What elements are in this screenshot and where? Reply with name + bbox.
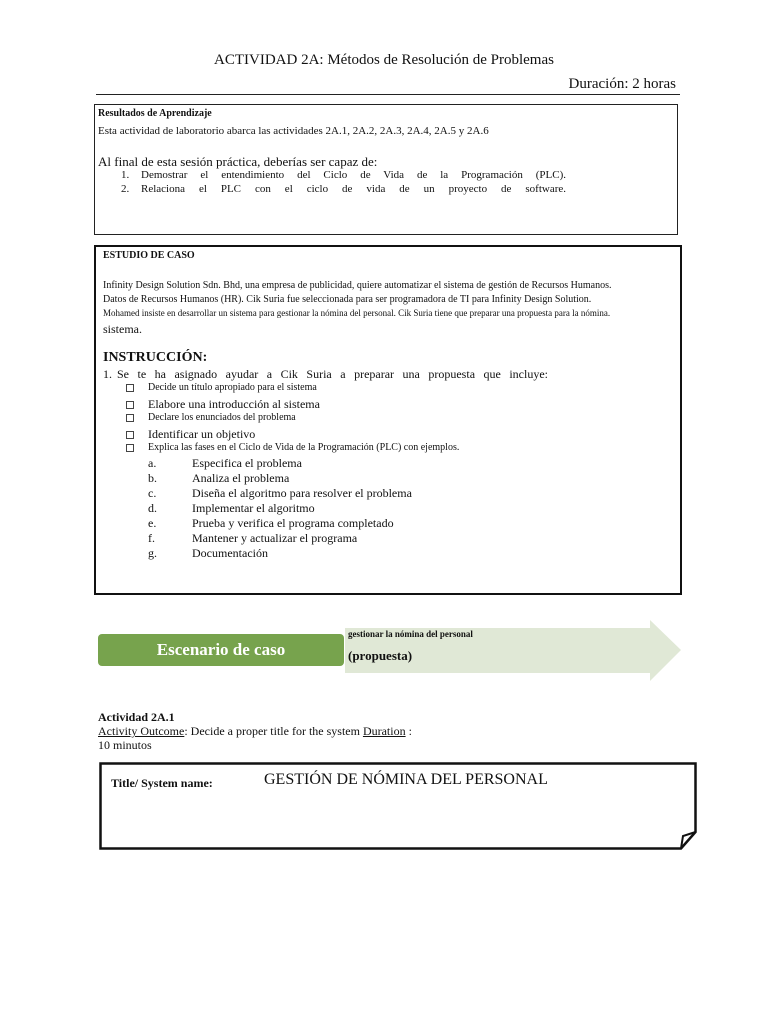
phase-item xyxy=(148,471,289,486)
phase-text: Especifica el problema xyxy=(192,456,302,470)
phase-item xyxy=(148,456,302,471)
scenario-arrow-line2: (propuesta) xyxy=(348,648,413,663)
checkbox-icon xyxy=(126,431,134,439)
activity-outcome-line xyxy=(98,724,412,739)
case-study-heading: ESTUDIO DE CASO xyxy=(103,250,195,261)
phase-text: Documentación xyxy=(192,546,268,560)
duration-text: Duración: 2 horas xyxy=(568,76,676,92)
activity-outcome-label: Activity Outcome xyxy=(98,724,185,738)
list-item xyxy=(121,168,566,182)
phase-text: Analiza el problema xyxy=(192,471,290,485)
phase-letter: d. xyxy=(148,501,157,515)
phase-text: Mantener y actualizar el programa xyxy=(192,531,358,545)
phase-item xyxy=(148,516,394,531)
bullet-text: Explica las fases en el Ciclo de Vida de la Programación (PLC) con ejemplos. xyxy=(148,442,460,453)
bullet-item xyxy=(126,397,320,412)
bullet-text: Declare los enunciados del problema xyxy=(148,412,296,423)
checkbox-icon xyxy=(126,384,134,392)
system-title-label: Title/ System name: xyxy=(111,776,213,790)
list-item xyxy=(121,182,566,196)
learning-outcomes-list xyxy=(121,168,566,196)
system-title-value: GESTIÓN DE NÓMINA DEL PERSONAL xyxy=(264,771,548,788)
case-study-line: Datos de Recursos Humanos (HR). Cik Suria fue seleccionada para ser programadora de TI para Infinity Design Solution. xyxy=(103,294,592,305)
bullet-item xyxy=(126,382,317,393)
list-item-number: 2. xyxy=(121,183,130,195)
checkbox-icon xyxy=(126,401,134,409)
scenario-button[interactable]: Escenario de caso xyxy=(98,634,344,666)
activity-title: Actividad 2A.1 xyxy=(98,710,175,724)
scenario-arrow-line1: gestionar la nómina del personal xyxy=(348,629,473,639)
list-item-number: 1. xyxy=(121,169,130,181)
phase-item xyxy=(148,531,357,546)
bullet-text: Elabore una introducción al sistema xyxy=(148,397,320,411)
question-number: 1. xyxy=(103,367,112,381)
phase-item xyxy=(148,501,315,516)
case-study-line: sistema. xyxy=(103,322,142,336)
phase-letter: b. xyxy=(148,471,157,485)
instruction-heading: INSTRUCCIÓN: xyxy=(103,350,208,365)
phase-text: Diseña el algoritmo para resolver el problema xyxy=(192,486,412,500)
activity-duration-value: 10 minutos xyxy=(98,738,152,752)
learning-outcomes-box xyxy=(94,104,678,235)
header-divider xyxy=(96,94,680,95)
list-item-text: Relaciona el PLC con el ciclo de vida de un proyecto de software. xyxy=(141,183,566,195)
phase-letter: c. xyxy=(148,486,157,500)
activity-duration-sep: : xyxy=(405,724,412,738)
phase-letter: e. xyxy=(148,516,157,530)
phase-letter: f. xyxy=(148,531,155,545)
bullet-text: Identificar un objetivo xyxy=(148,427,256,441)
learning-outcomes-intro: Esta actividad de laboratorio abarca las actividades 2A.1, 2A.2, 2A.3, 2A.4, 2A.5 y 2A.6 xyxy=(98,125,489,137)
phase-item xyxy=(148,546,268,561)
phase-text: Implementar el algoritmo xyxy=(192,501,315,515)
question-text: Se te ha asignado ayudar a Cik Suria a preparar una propuesta que incluye: xyxy=(117,367,548,381)
activity-duration-label: Duration xyxy=(362,724,406,738)
case-study-line: Mohamed insiste en desarrollar un sistema para gestionar la nómina del personal. Cik Suria tiene que preparar una propuesta para la nómina. xyxy=(103,308,611,318)
learning-outcomes-lead: Al final de esta sesión práctica, deberías ser capaz de: xyxy=(98,154,378,169)
learning-outcomes-heading: Resultados de Aprendizaje xyxy=(98,108,212,119)
instruction-question xyxy=(103,367,548,382)
list-item-text: Demostrar el entendimiento del Ciclo de Vida de la Programación (PLC). xyxy=(141,169,566,181)
phase-letter: g. xyxy=(148,546,157,560)
phase-text: Prueba y verifica el programa completado xyxy=(192,516,394,530)
checkbox-icon xyxy=(126,444,134,452)
activity-outcome-text: : Decide a proper title for the system xyxy=(184,724,363,738)
phase-item xyxy=(148,486,412,501)
page-title: ACTIVIDAD 2A: Métodos de Resolución de Problemas xyxy=(214,52,554,68)
bullet-item xyxy=(126,427,255,442)
bullet-text: Decide un título apropiado para el sistema xyxy=(148,382,317,393)
bullet-item xyxy=(126,442,459,453)
bullet-item xyxy=(126,412,296,423)
case-study-box xyxy=(94,245,682,595)
checkbox-icon xyxy=(126,414,134,422)
case-study-line: Infinity Design Solution Sdn. Bhd, una empresa de publicidad, quiere automatizar el sistema de gestión de Recursos Humanos. xyxy=(103,280,612,291)
phase-letter: a. xyxy=(148,456,157,470)
